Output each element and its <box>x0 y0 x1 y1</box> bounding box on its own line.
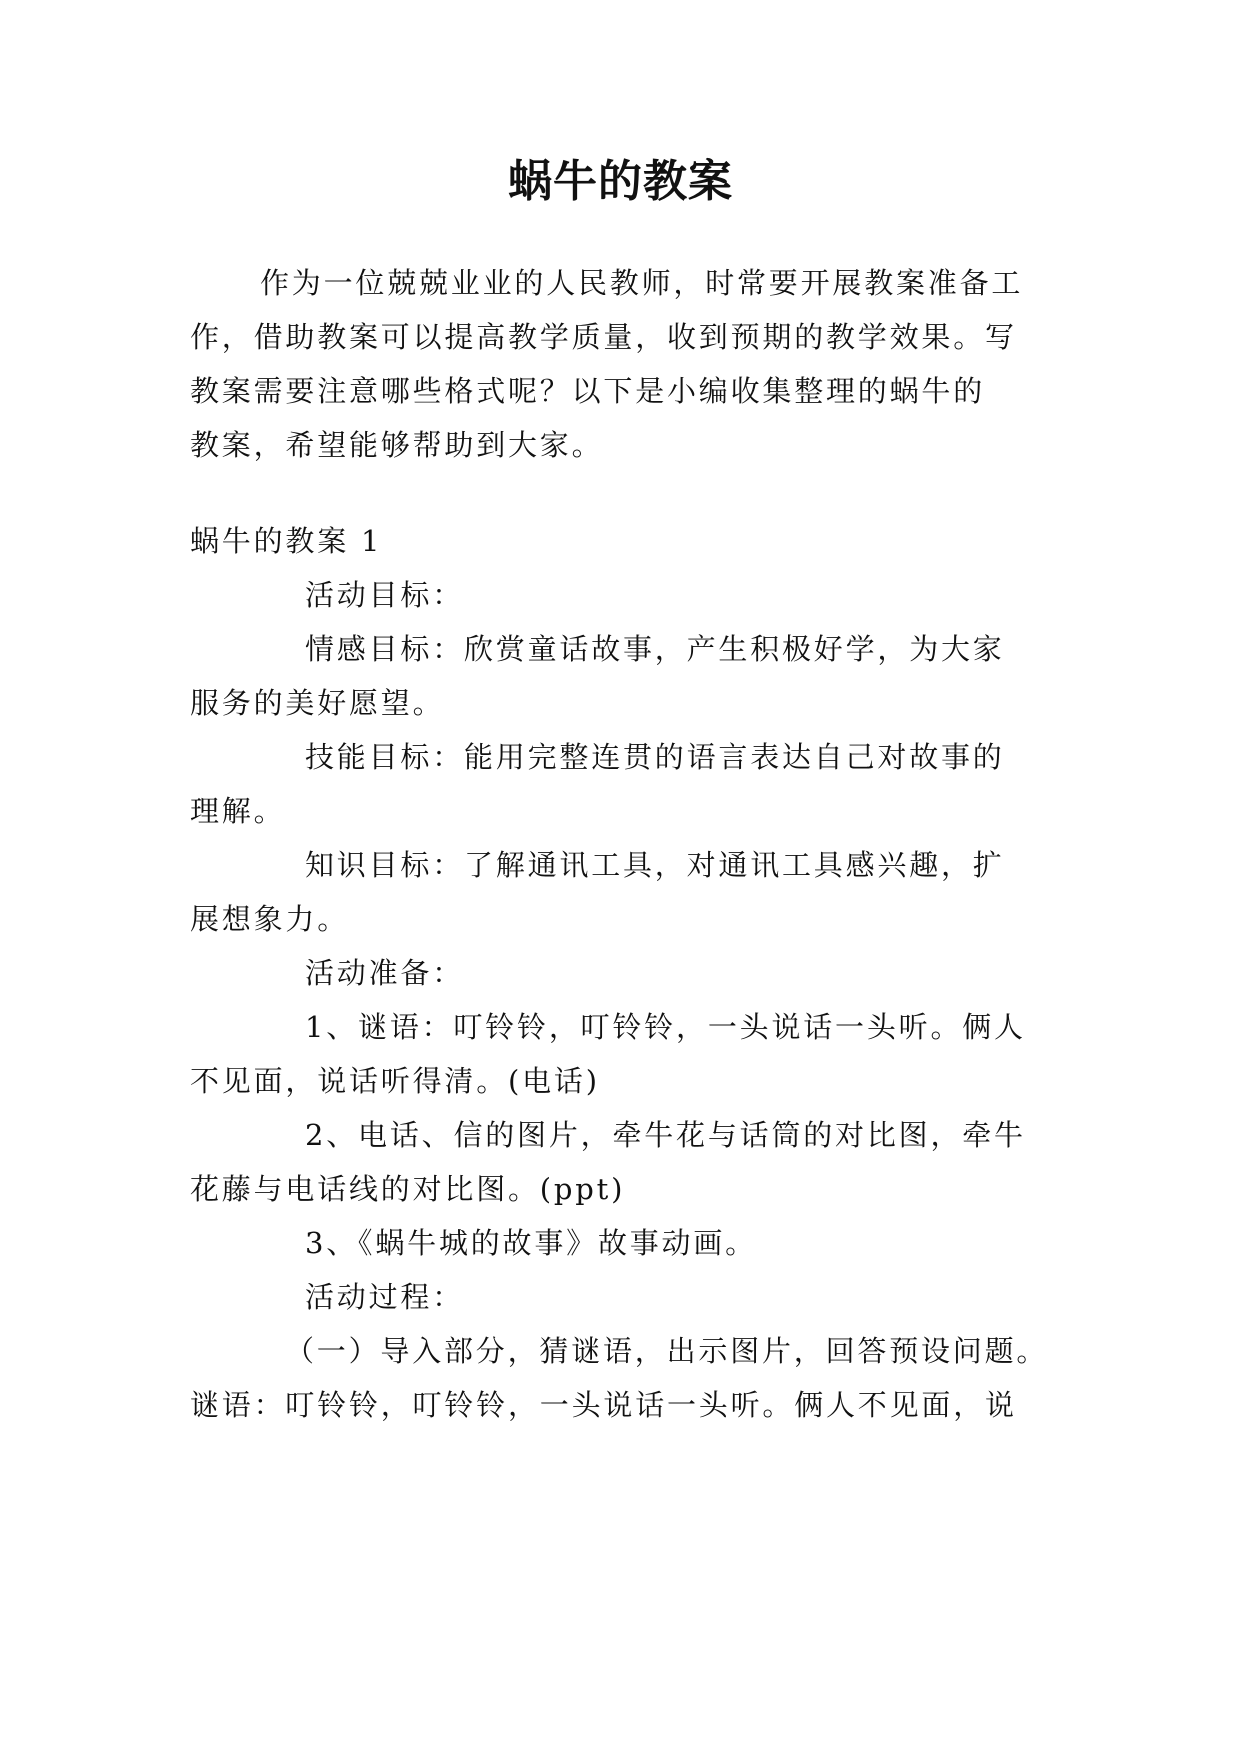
intro-line-2: 作，借助教案可以提高教学质量，收到预期的教学效果。写 <box>190 320 1017 354</box>
body-line-9: 1、谜语：叮铃铃，叮铃铃，一头说话一头听。俩人 <box>305 1010 1026 1044</box>
body-line-14: 活动过程： <box>305 1280 465 1314</box>
body-line-3: 服务的美好愿望。 <box>190 686 445 720</box>
body-line-1: 活动目标： <box>305 578 465 612</box>
body-line-6: 知识目标：了解通讯工具，对通讯工具感兴趣，扩 <box>305 848 1005 882</box>
body-line-2: 情感目标：欣赏童话故事，产生积极好学，为大家 <box>305 632 1005 666</box>
body-line-15: （一）导入部分，猜谜语，出示图片，回答预设问题。 <box>285 1334 1049 1368</box>
body-line-8: 活动准备： <box>305 956 465 990</box>
body-line-12: 花藤与电话线的对比图。(ppt) <box>190 1172 626 1206</box>
body-line-5: 理解。 <box>190 794 286 828</box>
section-heading: 蜗牛的教案 1 <box>190 524 383 558</box>
intro-line-4: 教案，希望能够帮助到大家。 <box>190 428 604 462</box>
intro-line-3: 教案需要注意哪些格式呢？以下是小编收集整理的蜗牛的 <box>190 374 986 408</box>
intro-line-1: 作为一位兢兢业业的人民教师，时常要开展教案准备工 <box>260 266 1024 300</box>
body-line-7: 展想象力。 <box>190 902 350 936</box>
body-line-4: 技能目标：能用完整连贯的语言表达自己对故事的 <box>305 740 1005 774</box>
document-title: 蜗牛的教案 <box>508 156 733 207</box>
body-line-16: 谜语：叮铃铃，叮铃铃，一头说话一头听。俩人不见面，说 <box>190 1388 1017 1422</box>
body-line-10: 不见面，说话听得清。(电话) <box>190 1064 600 1098</box>
body-line-11: 2、电话、信的图片，牵牛花与话筒的对比图，牵牛 <box>305 1118 1026 1152</box>
body-line-13: 3、《蜗牛城的故事》故事动画。 <box>305 1226 757 1260</box>
